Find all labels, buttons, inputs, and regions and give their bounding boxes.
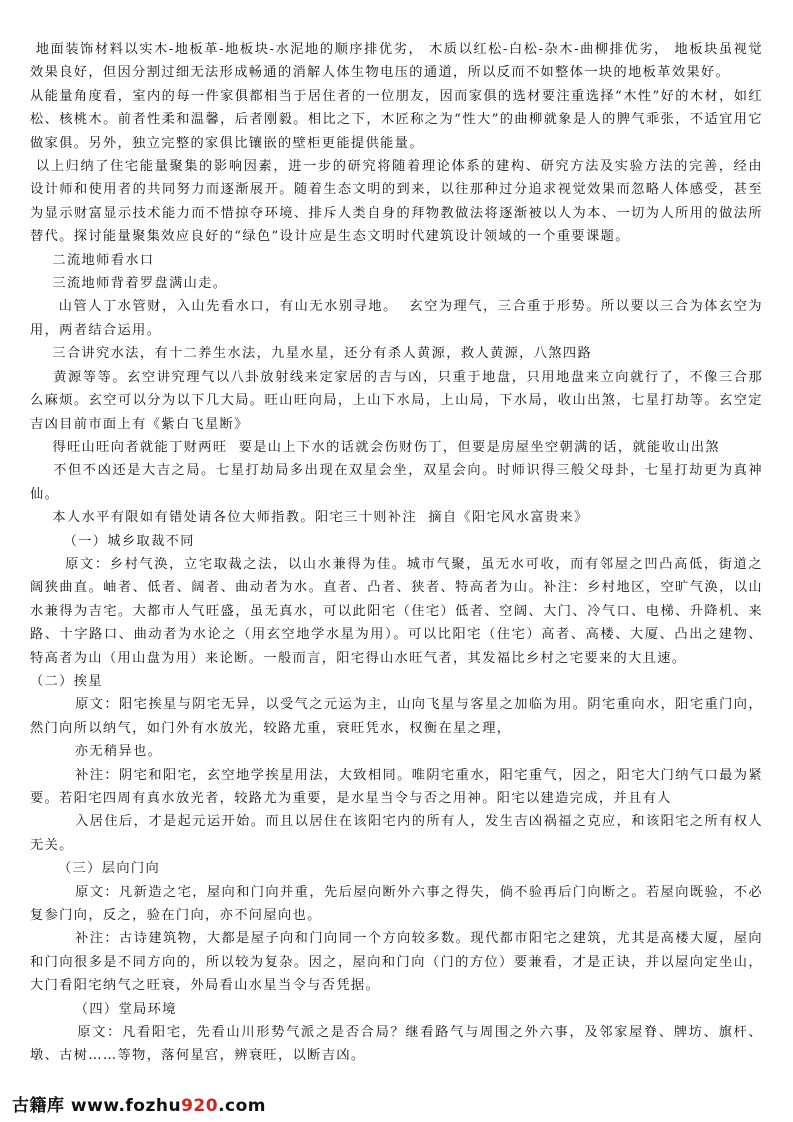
- paragraph: 原文：凡新造之宅，屋向和门向并重，先后屋向断外六事之得失，倘不验再后门向断之。若屋向既验，不必复参门向，反之，验在门向，亦不问屋向也。: [30, 884, 763, 924]
- watermark-number: 920: [181, 1096, 219, 1116]
- paragraph: 从能量角度看，室内的每一件家俱都相当于居住者的一位朋友，因而家俱的选材要注重选择“木性”好的木材，如红松、核桃木。前者性柔和温馨，后者刚毅。相比之下，木匠称之为“性大”的曲柳就象是人的脾气乖张，不适宜用它做家俱。另外，独立完整的家俱比镶嵌的壁柜更能提供能量。: [30, 88, 763, 151]
- paragraph: 以上归纳了住宅能量聚集的影响因素，进一步的研究将随着理论体系的建构、研究方法及实验方法的完善，经由设计师和使用者的共同努力而逐渐展开。随着生态文明的到来，以往那种过分追求视觉效果而忽略人体感受，甚至为显示财富显示技术能力而不惜掠夺环境、排斥人类自身的拜物教做法将逐渐被以人为本、一切为人所用的做法所替代。探讨能量聚集效应良好的“绿色”设计应是生态文明时代建筑设计领域的一个重要课题。: [30, 159, 763, 245]
- paragraph: 三合讲究水法，有十二养生水法，九星水星，还分有杀人黄源，救人黄源，八煞四路: [30, 346, 593, 362]
- paragraph: 原文：阳宅挨星与阴宅无异，以受气之元运为主，山向飞星与客星之加临为用。阴宅重向水，阳宅重门向，然门向所以纳气，如门外有水放光，较路尤重，衰旺凭水，权衡在星之理，: [30, 697, 763, 736]
- site-watermark: [12, 1091, 266, 1116]
- paragraph: （四）堂局环境: [30, 1001, 177, 1017]
- paragraph: 亦无稍异也。: [30, 744, 163, 760]
- paragraph: 不但不凶还是大吉之局。七星打劫局多出现在双星会坐，双星会向。时师识得三般父母卦，七星打劫更为真神仙。: [30, 463, 763, 502]
- paragraph: 补注：古诗建筑物，大都是屋子向和门向同一个方向较多数。现代都市阳宅之建筑，尤其是高楼大厦，屋向和门向很多是不同方向的，所以较为复杂。因之，屋向和门向（门的方位）要兼看，才是正诀，并以屋向定坐山，大门看阳宅纳气之旺衰，外局看山水星当令与否凭据。: [30, 931, 763, 994]
- paragraph: 原文：乡村气涣，立宅取裁之法，以山水兼得为佳。城市气聚，虽无水可收，而有邻屋之凹凸高低，街道之阔狭曲直。岫者、低者、阔者、曲动者为水。直者、凸者、狭者、特高者为山。补注：乡村地区，空旷气涣，以山水兼得为吉宅。大都市人气旺盛，虽无真水，可以此阳宅（住宅）低者、空阔、大门、冷气口、电梯、升降机、来路、十字路口、曲动者为水论之（用玄空地学水星为用）。可以比阳宅（住宅）高者、高楼、大厦、凸出之建物、特高者为山（用山盘为用）来论断。一般而言，阳宅得山水旺气者，其发福比乡村之宅要来的大且速。: [30, 556, 763, 666]
- paragraph: 山管人丁水管财，入山先看水口，有山无水别寻地。 玄空为理气，三合重于形势。所以要以三合为体玄空为用，两者结合运用。: [30, 299, 763, 338]
- document-body: [30, 38, 775, 1068]
- paragraph: 二流地师看水口: [30, 252, 155, 268]
- paragraph: 黄源等等。玄空讲究理气以八卦放射线来定家居的吉与凶，只重于地盘，只用地盘来立向就行了，不像三合那么麻烦。玄空可以分为以下几大局。旺山旺向局，上山下水局，上山局，下水局，收山出煞，七星打劫等。玄空定吉凶目前市面上有《紫白飞星断》: [30, 369, 763, 432]
- paragraph: 补注：阴宅和阳宅，玄空地学挨星用法，大致相同。唯阴宅重水，阳宅重气，因之，阳宅大门纳气口最为紧要。若阳宅四周有真水放光者，较路尤为重要，是水星当令与否之用神。阳宅以建造完成，并且有人: [30, 767, 763, 806]
- paragraph: 原文：凡看阳宅，先看山川形势气派之是否合局？继看路气与周围之外六事，及邻家屋脊、牌坊、旗杆、 墩、古树……等物，落何星宫，辨衰旺，以断吉凶。: [30, 1025, 775, 1064]
- paragraph: （三）层向门向: [30, 861, 161, 877]
- paragraph: 本人水平有限如有错处请各位大师指教。阳宅三十则补注 摘自《阳宅风水富贵来》: [30, 510, 589, 526]
- watermark-domain-suffix: .com: [218, 1096, 267, 1116]
- paragraph: （一）城乡取裁不同: [30, 533, 195, 549]
- paragraph: 三流地师背着罗盘满山走。: [30, 276, 228, 292]
- paragraph: （二）挨星: [30, 673, 103, 689]
- paragraph: 得旺山旺向者就能丁财两旺 要是山上下水的话就会伤财伤丁，但要是房屋坐空朝满的话，就能收山出煞: [30, 439, 720, 455]
- paragraph: 地面装饰材料以实木-地板革-地板块-水泥地的顺序排优劣， 木质以红松-白松-杂木-曲柳排优劣， 地板块虽视觉效果良好，但因分割过细无法形成畅通的消解人体生物电压的通道，所以反而不如整体一块的地板革效果好。: [30, 42, 763, 81]
- paragraph: 入居住后，才是起元运开始。而且以居住在该阳宅内的所有人，发生吉凶祸福之克应，和该阳宅之所有权人无关。: [30, 814, 763, 853]
- watermark-brand: 古籍库 www.fozhu: [12, 1096, 182, 1116]
